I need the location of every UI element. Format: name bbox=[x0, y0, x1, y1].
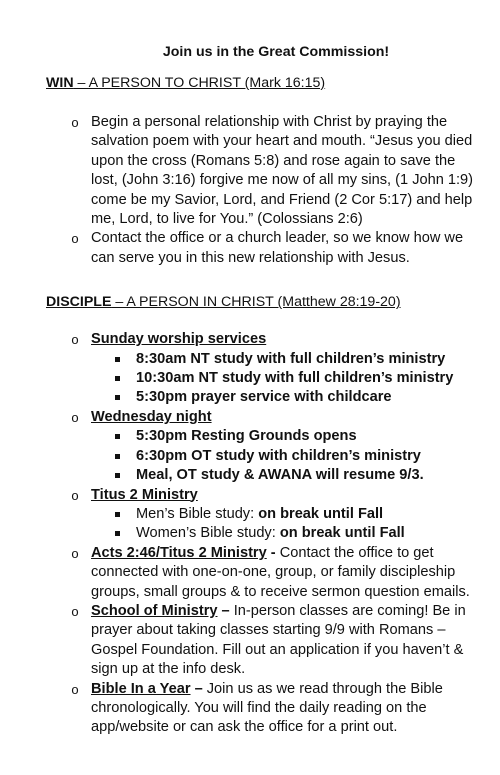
circle-bullet-icon: o bbox=[71, 332, 79, 348]
list-item bbox=[46, 229, 486, 268]
list-item-titus bbox=[46, 486, 486, 544]
sunday-sublist bbox=[91, 350, 486, 408]
titus-sublist bbox=[91, 505, 486, 544]
titus-item-text: Men’s Bible study: bbox=[136, 505, 259, 522]
wednesday-sublist bbox=[91, 427, 486, 485]
titus-item-status: on break until Fall bbox=[279, 525, 405, 542]
disciple-heading-bold: DISCIPLE bbox=[46, 294, 112, 311]
sublist-item bbox=[91, 369, 486, 388]
bible-text: Join us as we read through the Bible chronologically. You will find the daily reading on the app/website or can ask the office for a print out. bbox=[91, 680, 443, 736]
sublist-item bbox=[91, 350, 486, 369]
list-item-school bbox=[46, 602, 486, 680]
list-item bbox=[46, 113, 486, 229]
wednesday-item-text: 6:30pm OT study with children’s ministry bbox=[136, 447, 421, 464]
win-heading bbox=[46, 75, 486, 91]
disciple-heading bbox=[46, 294, 486, 310]
circle-bullet-icon: o bbox=[71, 681, 79, 697]
square-bullet-icon bbox=[115, 454, 120, 459]
titus-item-status: on break until Fall bbox=[258, 505, 384, 522]
disciple-list bbox=[46, 330, 486, 738]
wednesday-label: Wednesday night bbox=[91, 408, 212, 425]
sublist-item bbox=[91, 388, 486, 407]
circle-bullet-icon: o bbox=[71, 603, 79, 619]
acts-sep: - bbox=[266, 544, 280, 561]
square-bullet-icon bbox=[115, 395, 120, 400]
bible-sep: – bbox=[190, 680, 207, 697]
win-item-text: Contact the office or a church leader, so we know how we can serve you in this new relationship with Jesus. bbox=[91, 230, 464, 266]
acts-label: Acts 2:46/Titus 2 Ministry bbox=[91, 544, 267, 561]
list-item-wednesday bbox=[46, 408, 486, 486]
sublist-item bbox=[91, 466, 486, 485]
circle-bullet-icon: o bbox=[71, 231, 79, 247]
sunday-item-text: 10:30am NT study with full children’s ministry bbox=[136, 370, 454, 387]
list-item-bible bbox=[46, 680, 486, 738]
square-bullet-icon bbox=[115, 512, 120, 517]
wednesday-item-text: 5:30pm Resting Grounds opens bbox=[136, 428, 357, 445]
square-bullet-icon bbox=[115, 473, 120, 478]
win-heading-rest: – A PERSON TO CHRIST (Mark 16:15) bbox=[73, 75, 326, 91]
list-item-sunday bbox=[46, 330, 486, 408]
square-bullet-icon bbox=[115, 531, 120, 536]
school-sep: – bbox=[217, 602, 234, 619]
page-title: Join us in the Great Commission! bbox=[162, 44, 390, 60]
square-bullet-icon bbox=[115, 357, 120, 362]
sublist-item bbox=[91, 427, 486, 446]
square-bullet-icon bbox=[115, 376, 120, 381]
titus-label: Titus 2 Ministry bbox=[91, 486, 198, 503]
wednesday-item-text: Meal, OT study & AWANA will resume 9/3. bbox=[136, 467, 424, 484]
acts-text: Contact the office to get connected with one-on-one, group, or family discipleship groups, small groups & to receive sermon question emails. bbox=[91, 544, 470, 600]
sublist-item bbox=[91, 505, 486, 524]
bible-label: Bible In a Year bbox=[91, 680, 191, 697]
sunday-item-text: 8:30am NT study with full children’s ministry bbox=[136, 350, 446, 367]
sunday-item-text: 5:30pm prayer service with childcare bbox=[136, 389, 392, 406]
sunday-label: Sunday worship services bbox=[91, 331, 267, 348]
school-label: School of Ministry bbox=[91, 602, 218, 619]
square-bullet-icon bbox=[115, 434, 120, 439]
titus-item-text: Women’s Bible study: bbox=[136, 525, 280, 542]
list-item-acts bbox=[46, 544, 486, 602]
circle-bullet-icon: o bbox=[71, 545, 79, 561]
circle-bullet-icon: o bbox=[71, 115, 79, 130]
disciple-heading-rest: – A PERSON IN CHRIST (Matthew 28:19-20) bbox=[111, 294, 401, 311]
win-item-text: Begin a personal relationship with Christ by praying the salvation poem with your heart and mouth. “Jesus you died upon the cross (Romans 5:8) and rose again to save the lost, (John 3:16) forgive me now of all my sins, (1 John 1:9) come be my Savior, Lord, and Friend (2 Cor 5:17) and help me, Lord, to live for You.” (Colossians 2:6) bbox=[91, 114, 474, 228]
sublist-item bbox=[91, 447, 486, 466]
win-heading-bold: WIN bbox=[46, 75, 74, 91]
circle-bullet-icon: o bbox=[71, 409, 79, 425]
win-list bbox=[46, 113, 486, 268]
school-text: In-person classes are coming! Be in prayer about taking classes starting 9/9 with Romans – Gospel Foundation. Fill out an application if you haven’t & sign up at the info desk. bbox=[91, 602, 466, 678]
sublist-item bbox=[91, 524, 486, 543]
circle-bullet-icon: o bbox=[71, 487, 79, 503]
